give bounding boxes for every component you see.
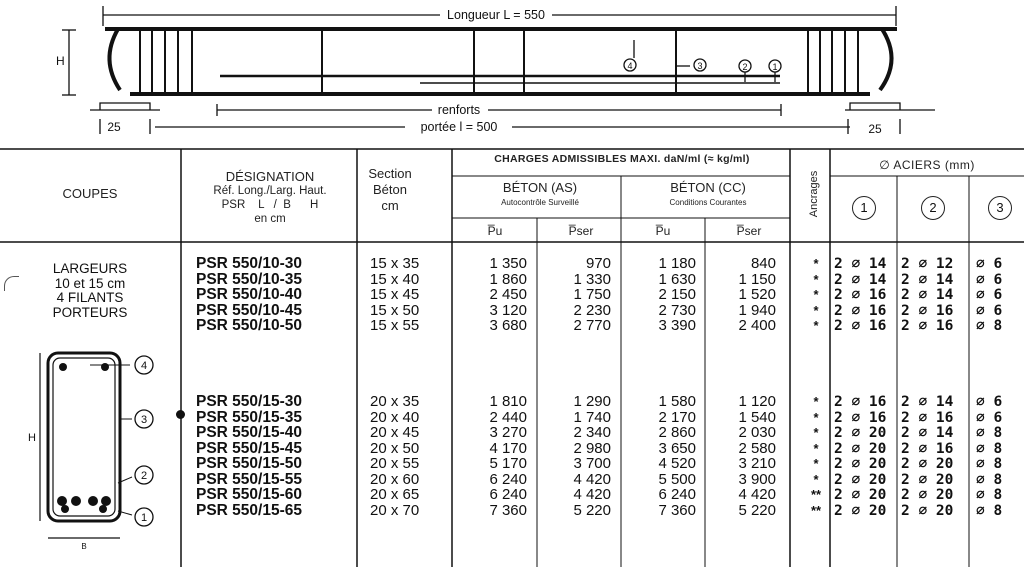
header-designation — [184, 170, 356, 226]
cell-as-pser: 2 980 — [573, 439, 611, 457]
cell-a1: 2 ∅ 16 — [834, 409, 887, 426]
section-marker-1: 1 — [140, 512, 148, 524]
cell-anc: ** — [810, 487, 822, 502]
cell-anc: * — [813, 425, 819, 440]
cell-section: 20 x 35 — [370, 393, 420, 410]
cell-cc-pser: 2 030 — [738, 424, 776, 441]
table-row — [0, 487, 1024, 503]
cell-a3: ∅ 8 — [976, 471, 1003, 488]
header-beton-as: BÉTON (AS) — [502, 180, 578, 195]
cell-a3: ∅ 6 — [976, 271, 1003, 288]
cell-anc: * — [813, 471, 819, 487]
coupe-line2: 10 et 15 cm — [54, 275, 126, 291]
cell-cc-pu: 1 630 — [658, 270, 696, 288]
cell-a1: 2 ∅ 14 — [834, 271, 887, 288]
cell-a2: 2 ∅ 20 — [901, 487, 954, 503]
cell-ref: PSR 550/15-45 — [196, 439, 302, 457]
cell-a2: 2 ∅ 20 — [901, 471, 954, 488]
marker-1: 1 — [772, 62, 778, 72]
designation-sub1: Réf. Long./Larg. Haut. — [213, 185, 327, 197]
cell-ref: PSR 550/15-60 — [196, 486, 302, 503]
cell-anc: * — [813, 287, 819, 302]
cell-anc: * — [813, 302, 819, 318]
header-section — [360, 166, 420, 214]
cell-section: 15 x 50 — [370, 301, 420, 319]
cell-a2: 2 ∅ 16 — [901, 318, 954, 334]
cell-section: 20 x 65 — [370, 486, 420, 503]
cell-a1: 2 ∅ 20 — [834, 425, 887, 441]
cell-section: 15 x 40 — [370, 270, 420, 288]
cell-as-pu: 4 170 — [489, 439, 527, 457]
header-aciers: ∅ ACIERS (mm) — [879, 158, 975, 172]
cell-a1: 2 ∅ 20 — [834, 502, 887, 519]
cell-as-pser: 1 330 — [573, 270, 611, 288]
length-label: Longueur L = 550 — [447, 8, 545, 22]
table-row — [0, 394, 1024, 410]
header-beton-cc-sub: Conditions Courantes — [669, 198, 747, 207]
cell-a1: 2 ∅ 20 — [834, 487, 887, 503]
cell-ref: PSR 550/10-30 — [196, 255, 302, 272]
cell-a2: 2 ∅ 14 — [901, 394, 954, 410]
cell-as-pser: 4 420 — [573, 486, 611, 503]
cell-ref: PSR 550/10-45 — [196, 301, 302, 319]
cell-cc-pser: 1 940 — [738, 301, 776, 319]
section-b-label: B — [81, 542, 87, 551]
cell-section: 20 x 40 — [370, 408, 420, 426]
cell-as-pu: 1 350 — [489, 255, 527, 272]
cell-cc-pser: 4 420 — [738, 486, 776, 503]
designation-sub3: en cm — [254, 213, 286, 225]
cell-ref: PSR 550/15-35 — [196, 408, 302, 426]
cell-cc-pu: 3 390 — [658, 317, 696, 334]
cell-ref: PSR 550/10-40 — [196, 286, 302, 303]
header-cc-pser: P̅ser — [736, 224, 762, 238]
cell-a2: 2 ∅ 16 — [901, 409, 954, 426]
cell-a1: 2 ∅ 16 — [834, 394, 887, 410]
table-row — [0, 503, 1024, 519]
cell-cc-pu: 1 180 — [658, 255, 696, 272]
cell-ref: PSR 550/10-35 — [196, 270, 302, 288]
cell-a2: 2 ∅ 14 — [901, 271, 954, 288]
cell-a1: 2 ∅ 14 — [834, 256, 887, 272]
cell-a1: 2 ∅ 16 — [834, 302, 887, 319]
cell-a1: 2 ∅ 20 — [834, 456, 887, 472]
cell-cc-pu: 3 650 — [658, 439, 696, 457]
cell-ref: PSR 550/15-40 — [196, 424, 302, 441]
marker-2: 2 — [742, 62, 748, 72]
cell-a1: 2 ∅ 16 — [834, 287, 887, 303]
cell-as-pu: 6 240 — [489, 486, 527, 503]
cell-a2: 2 ∅ 20 — [901, 502, 954, 519]
cell-anc: * — [813, 271, 819, 287]
cell-cc-pu: 5 500 — [658, 470, 696, 488]
table-row — [0, 287, 1024, 303]
cell-a2: 2 ∅ 14 — [901, 287, 954, 303]
cell-cc-pu: 2 860 — [658, 424, 696, 441]
cell-section: 20 x 70 — [370, 501, 420, 519]
cell-section: 15 x 35 — [370, 255, 420, 272]
right-bearing-label: 25 — [868, 122, 882, 136]
cell-a3: ∅ 6 — [976, 394, 1003, 410]
cell-section: 15 x 55 — [370, 317, 420, 334]
cell-cc-pser: 3 900 — [738, 470, 776, 488]
cell-as-pu: 5 170 — [489, 455, 527, 472]
section-line3: cm — [381, 198, 399, 213]
cell-anc: * — [813, 318, 819, 333]
cell-section: 20 x 55 — [370, 455, 420, 472]
cell-cc-pser: 5 220 — [738, 501, 776, 519]
header-beton-as-sub: Autocontrôle Surveillé — [501, 198, 579, 207]
beam-elevation-drawing — [0, 0, 1024, 148]
table-row — [0, 256, 1024, 272]
cell-ref: PSR 550/10-50 — [196, 317, 302, 334]
cell-a3: ∅ 8 — [976, 456, 1003, 472]
coupe-line3: 4 FILANTS — [56, 290, 124, 305]
coupe-line4: PORTEURS — [52, 304, 128, 320]
cell-anc: * — [813, 440, 819, 456]
header-as-pu: P̅u — [487, 224, 503, 238]
height-label: H — [56, 54, 65, 68]
cell-anc: * — [813, 456, 819, 471]
cell-cc-pu: 1 580 — [658, 393, 696, 410]
cell-anc: * — [813, 394, 819, 409]
cell-cc-pu: 2 730 — [658, 301, 696, 319]
cell-section: 20 x 50 — [370, 439, 420, 457]
cell-a3: ∅ 6 — [976, 302, 1003, 319]
cell-ref: PSR 550/15-65 — [196, 501, 302, 519]
cell-anc: * — [813, 409, 819, 425]
cell-a1: 2 ∅ 20 — [834, 471, 887, 488]
cell-as-pu: 1 860 — [489, 270, 527, 288]
header-as-pser: P̅ser — [568, 224, 594, 238]
cell-a3: ∅ 6 — [976, 256, 1003, 272]
section-marker-3: 3 — [140, 414, 148, 426]
cell-cc-pser: 1 540 — [738, 408, 776, 426]
ancrages-label: Ancrages — [808, 170, 820, 218]
cell-as-pu: 2 440 — [489, 408, 527, 426]
cell-cc-pu: 6 240 — [658, 486, 696, 503]
cell-cc-pu: 2 150 — [658, 286, 696, 303]
cell-cc-pu: 2 170 — [658, 408, 696, 426]
acier-col-3: 3 — [988, 196, 1012, 220]
cell-section: 15 x 45 — [370, 286, 420, 303]
cell-ref: PSR 550/15-55 — [196, 470, 302, 488]
cell-a2: 2 ∅ 14 — [901, 425, 954, 441]
cell-as-pser: 4 420 — [573, 470, 611, 488]
cell-as-pu: 6 240 — [489, 470, 527, 488]
cell-cc-pu: 4 520 — [658, 455, 696, 472]
cell-a3: ∅ 8 — [976, 487, 1003, 503]
cell-a2: 2 ∅ 16 — [901, 440, 954, 457]
cell-cc-pser: 3 210 — [738, 455, 776, 472]
cell-as-pser: 970 — [585, 255, 611, 272]
cell-cc-pser: 840 — [750, 255, 776, 272]
cell-section: 20 x 45 — [370, 424, 420, 441]
cell-as-pser: 1 740 — [573, 408, 611, 426]
cell-as-pu: 2 450 — [489, 286, 527, 303]
cell-cc-pu: 7 360 — [658, 501, 696, 519]
cell-a1: 2 ∅ 16 — [834, 318, 887, 334]
cell-as-pser: 2 770 — [573, 317, 611, 334]
portee-label: portée l = 500 — [420, 120, 498, 134]
cell-as-pu: 7 360 — [489, 501, 527, 519]
left-bearing-label: 25 — [107, 120, 121, 134]
cell-cc-pser: 2 580 — [738, 439, 776, 457]
cell-cc-pser: 1 150 — [738, 270, 776, 288]
renforts-label: renforts — [437, 103, 481, 117]
cell-ref: PSR 550/15-30 — [196, 393, 302, 410]
cell-a3: ∅ 6 — [976, 287, 1003, 303]
cell-as-pser: 5 220 — [573, 501, 611, 519]
section-line2: Béton — [373, 182, 407, 197]
cell-as-pser: 3 700 — [573, 455, 611, 472]
cell-as-pu: 3 270 — [489, 424, 527, 441]
data-table — [0, 148, 1024, 567]
cell-cc-pser: 1 120 — [738, 393, 776, 410]
marker-4: 4 — [627, 61, 633, 71]
cell-section: 20 x 60 — [370, 470, 420, 488]
section-line1: Section — [368, 166, 412, 181]
cell-as-pu: 3 680 — [489, 317, 527, 334]
table-row — [0, 425, 1024, 441]
cell-cc-pser: 1 520 — [738, 286, 776, 303]
designation-sub2: PSR L / B H — [221, 199, 319, 211]
header-beton-cc: BÉTON (CC) — [670, 180, 746, 195]
cell-ref: PSR 550/15-50 — [196, 455, 302, 472]
cell-as-pu: 3 120 — [489, 301, 527, 319]
header-coupes: COUPES — [62, 186, 118, 201]
cell-a2: 2 ∅ 20 — [901, 456, 954, 472]
cell-as-pser: 2 340 — [573, 424, 611, 441]
acier-col-1: 1 — [852, 196, 876, 220]
cell-a2: 2 ∅ 16 — [901, 302, 954, 319]
cell-a2: 2 ∅ 12 — [901, 256, 954, 272]
cell-a3: ∅ 8 — [976, 440, 1003, 457]
cell-anc: * — [813, 256, 819, 271]
header-cc-pu: P̅u — [655, 224, 671, 238]
cell-a3: ∅ 8 — [976, 318, 1003, 334]
cell-a1: 2 ∅ 20 — [834, 440, 887, 457]
cell-anc: ** — [810, 502, 822, 518]
cell-a3: ∅ 8 — [976, 425, 1003, 441]
table-row — [0, 318, 1024, 334]
cell-as-pser: 1 290 — [573, 393, 611, 410]
designation-title: DÉSIGNATION — [225, 169, 315, 184]
cell-as-pu: 1 810 — [489, 393, 527, 410]
header-ancrages — [796, 154, 832, 234]
cell-a3: ∅ 6 — [976, 409, 1003, 426]
marker-3: 3 — [697, 61, 703, 71]
section-h-label: H — [28, 432, 36, 444]
section-marker-2: 2 — [140, 470, 148, 482]
table-row — [0, 456, 1024, 472]
cell-cc-pser: 2 400 — [738, 317, 776, 334]
cell-as-pser: 1 750 — [573, 286, 611, 303]
cell-as-pser: 2 230 — [573, 301, 611, 319]
header-charges: CHARGES ADMISSIBLES MAXI. daN/ml (≈ kg/ml) — [494, 153, 750, 165]
cell-a3: ∅ 8 — [976, 502, 1003, 519]
acier-col-2: 2 — [921, 196, 945, 220]
coupe-line1: LARGEURS — [52, 261, 128, 276]
section-marker-4: 4 — [140, 360, 148, 372]
